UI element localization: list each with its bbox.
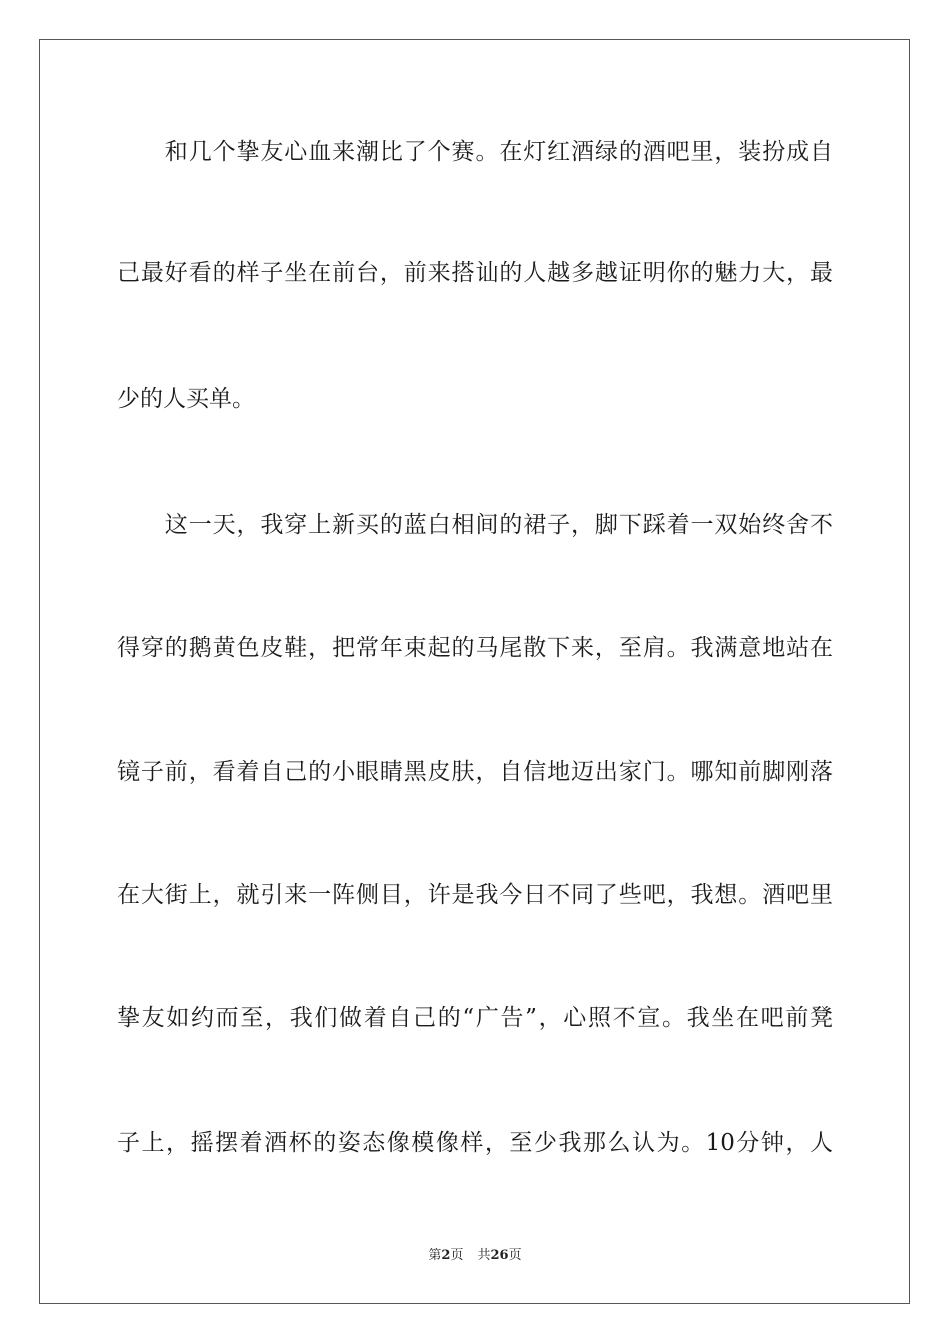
total-suffix: 页	[508, 1248, 522, 1263]
text-line: 在大街上，就引来一阵侧目，许是我今日不同了些吧，我想。酒吧里	[117, 882, 833, 908]
text-line: 镜子前，看着自己的小眼睛黑皮肤，自信地迈出家门。哪知前脚刚落	[117, 759, 833, 785]
page-prefix: 第	[428, 1248, 442, 1263]
total-prefix: 共	[477, 1248, 491, 1263]
text-line: 挚友如约而至，我们做着自己的“广告”，心照不宣。我坐在吧前凳	[117, 1005, 833, 1031]
page-number: 2	[441, 1248, 451, 1263]
page-suffix: 页	[450, 1248, 464, 1263]
text-line: 子上，摇摆着酒杯的姿态像模像样，至少我那么认为。10分钟，人	[117, 1130, 833, 1156]
total-pages: 26	[490, 1248, 509, 1263]
text-line: 得穿的鹅黄色皮鞋，把常年束起的马尾散下来，至肩。我满意地站在	[117, 635, 833, 661]
page-border	[39, 39, 910, 1304]
text-line: 少的人买单。	[117, 386, 255, 412]
text-line: 和几个挚友心血来潮比了个赛。在灯红酒绿的酒吧里，装扮成自	[117, 139, 833, 165]
page-footer	[0, 1247, 950, 1265]
text-line: 己最好看的样子坐在前台，前来搭讪的人越多越证明你的魅力大，最	[117, 260, 833, 286]
text-line: 这一天，我穿上新买的蓝白相间的裙子，脚下踩着一双始终舍不	[117, 512, 833, 538]
